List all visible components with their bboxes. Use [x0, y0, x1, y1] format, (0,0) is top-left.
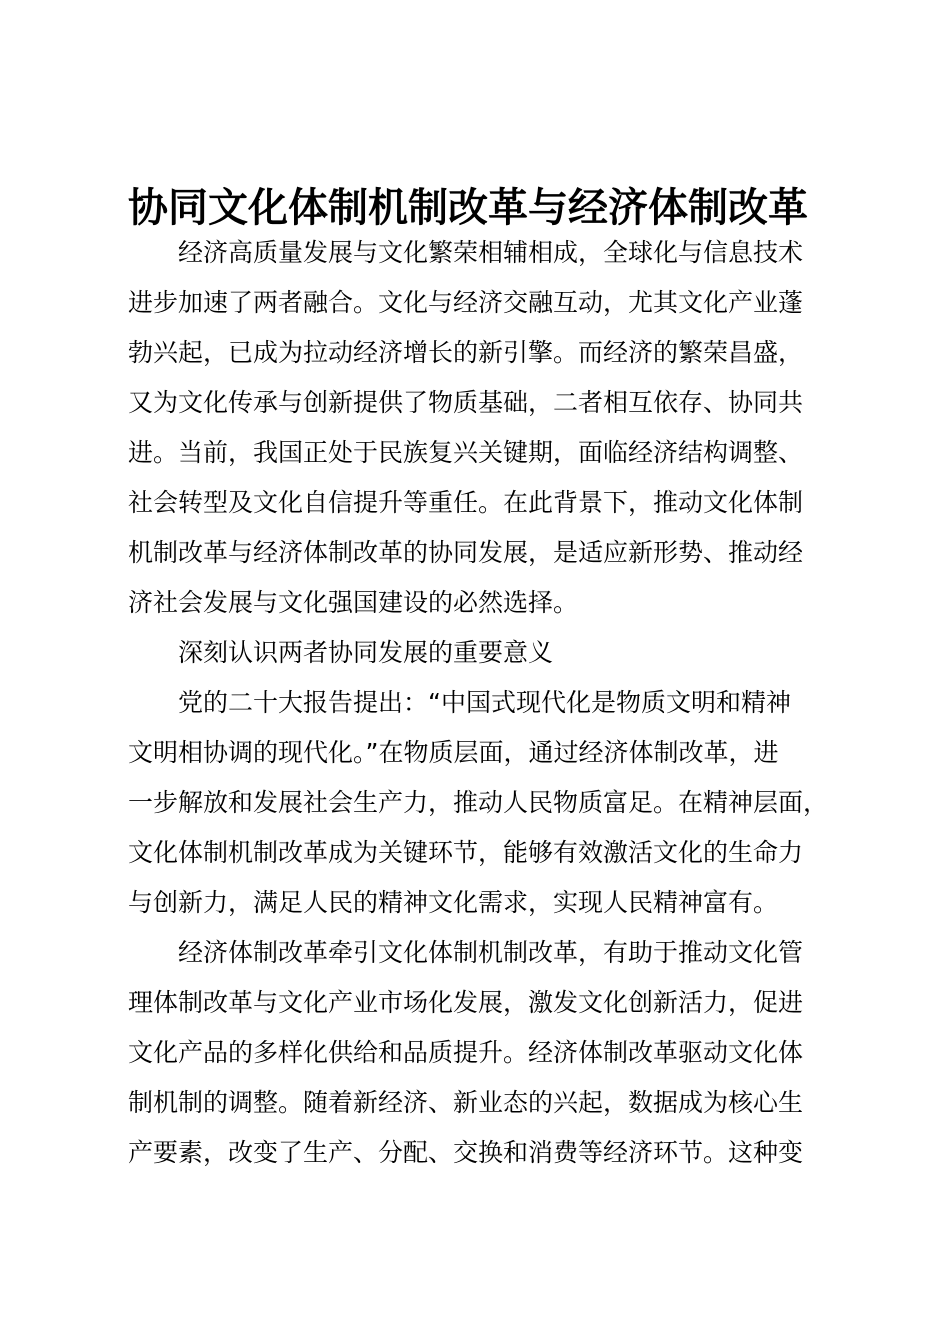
paragraph-line: 进步加速了两者融合。文化与经济交融互动，尤其文化产业蓬: [128, 288, 804, 317]
paragraph-line: 党的二十大报告提出：“中国式现代化是物质文明和精神: [178, 688, 791, 717]
paragraph-line: 一步解放和发展社会生产力，推动人民物质富足。在精神层面，: [128, 788, 829, 817]
paragraph-line: 制机制的调整。随着新经济、新业态的兴起，数据成为核心生: [128, 1088, 804, 1117]
paragraph-line: 文化体制机制改革成为关键环节，能够有效激活文化的生命力: [128, 838, 804, 867]
paragraph-line: 文化产品的多样化供给和品质提升。经济体制改革驱动文化体: [128, 1038, 804, 1067]
paragraph-line: 与创新力，满足人民的精神文化需求，实现人民精神富有。: [128, 888, 779, 917]
document-body: [128, 228, 854, 1178]
paragraph-line: 机制改革与经济体制改革的协同发展，是适应新形势、推动经: [128, 538, 804, 567]
paragraph-line: 经济高质量发展与文化繁荣相辅相成，全球化与信息技术: [178, 238, 804, 267]
paragraph-line: 理体制改革与文化产业市场化发展，激发文化创新活力，促进: [128, 988, 804, 1017]
paragraph-line: 进。当前，我国正处于民族复兴关键期，面临经济结构调整、: [128, 438, 804, 467]
paragraph-line: 文明相协调的现代化。”在物质层面，通过经济体制改革，进: [128, 738, 779, 767]
paragraph-line: 经济体制改革牵引文化体制机制改革，有助于推动文化管: [178, 938, 804, 967]
document-title: 协同文化体制机制改革与经济体制改革: [128, 184, 808, 231]
paragraph-line: 勃兴起，已成为拉动经济增长的新引擎。而经济的繁荣昌盛，: [128, 338, 804, 367]
paragraph-line: 产要素，改变了生产、分配、交换和消费等经济环节。这种变: [128, 1138, 804, 1167]
paragraph-line: 社会转型及文化自信提升等重任。在此背景下，推动文化体制: [128, 488, 804, 517]
paragraph-line: 又为文化传承与创新提供了物质基础，二者相互依存、协同共: [128, 388, 804, 417]
section-heading: 深刻认识两者协同发展的重要意义: [178, 638, 554, 667]
paragraph-line: 济社会发展与文化强国建设的必然选择。: [128, 588, 579, 617]
